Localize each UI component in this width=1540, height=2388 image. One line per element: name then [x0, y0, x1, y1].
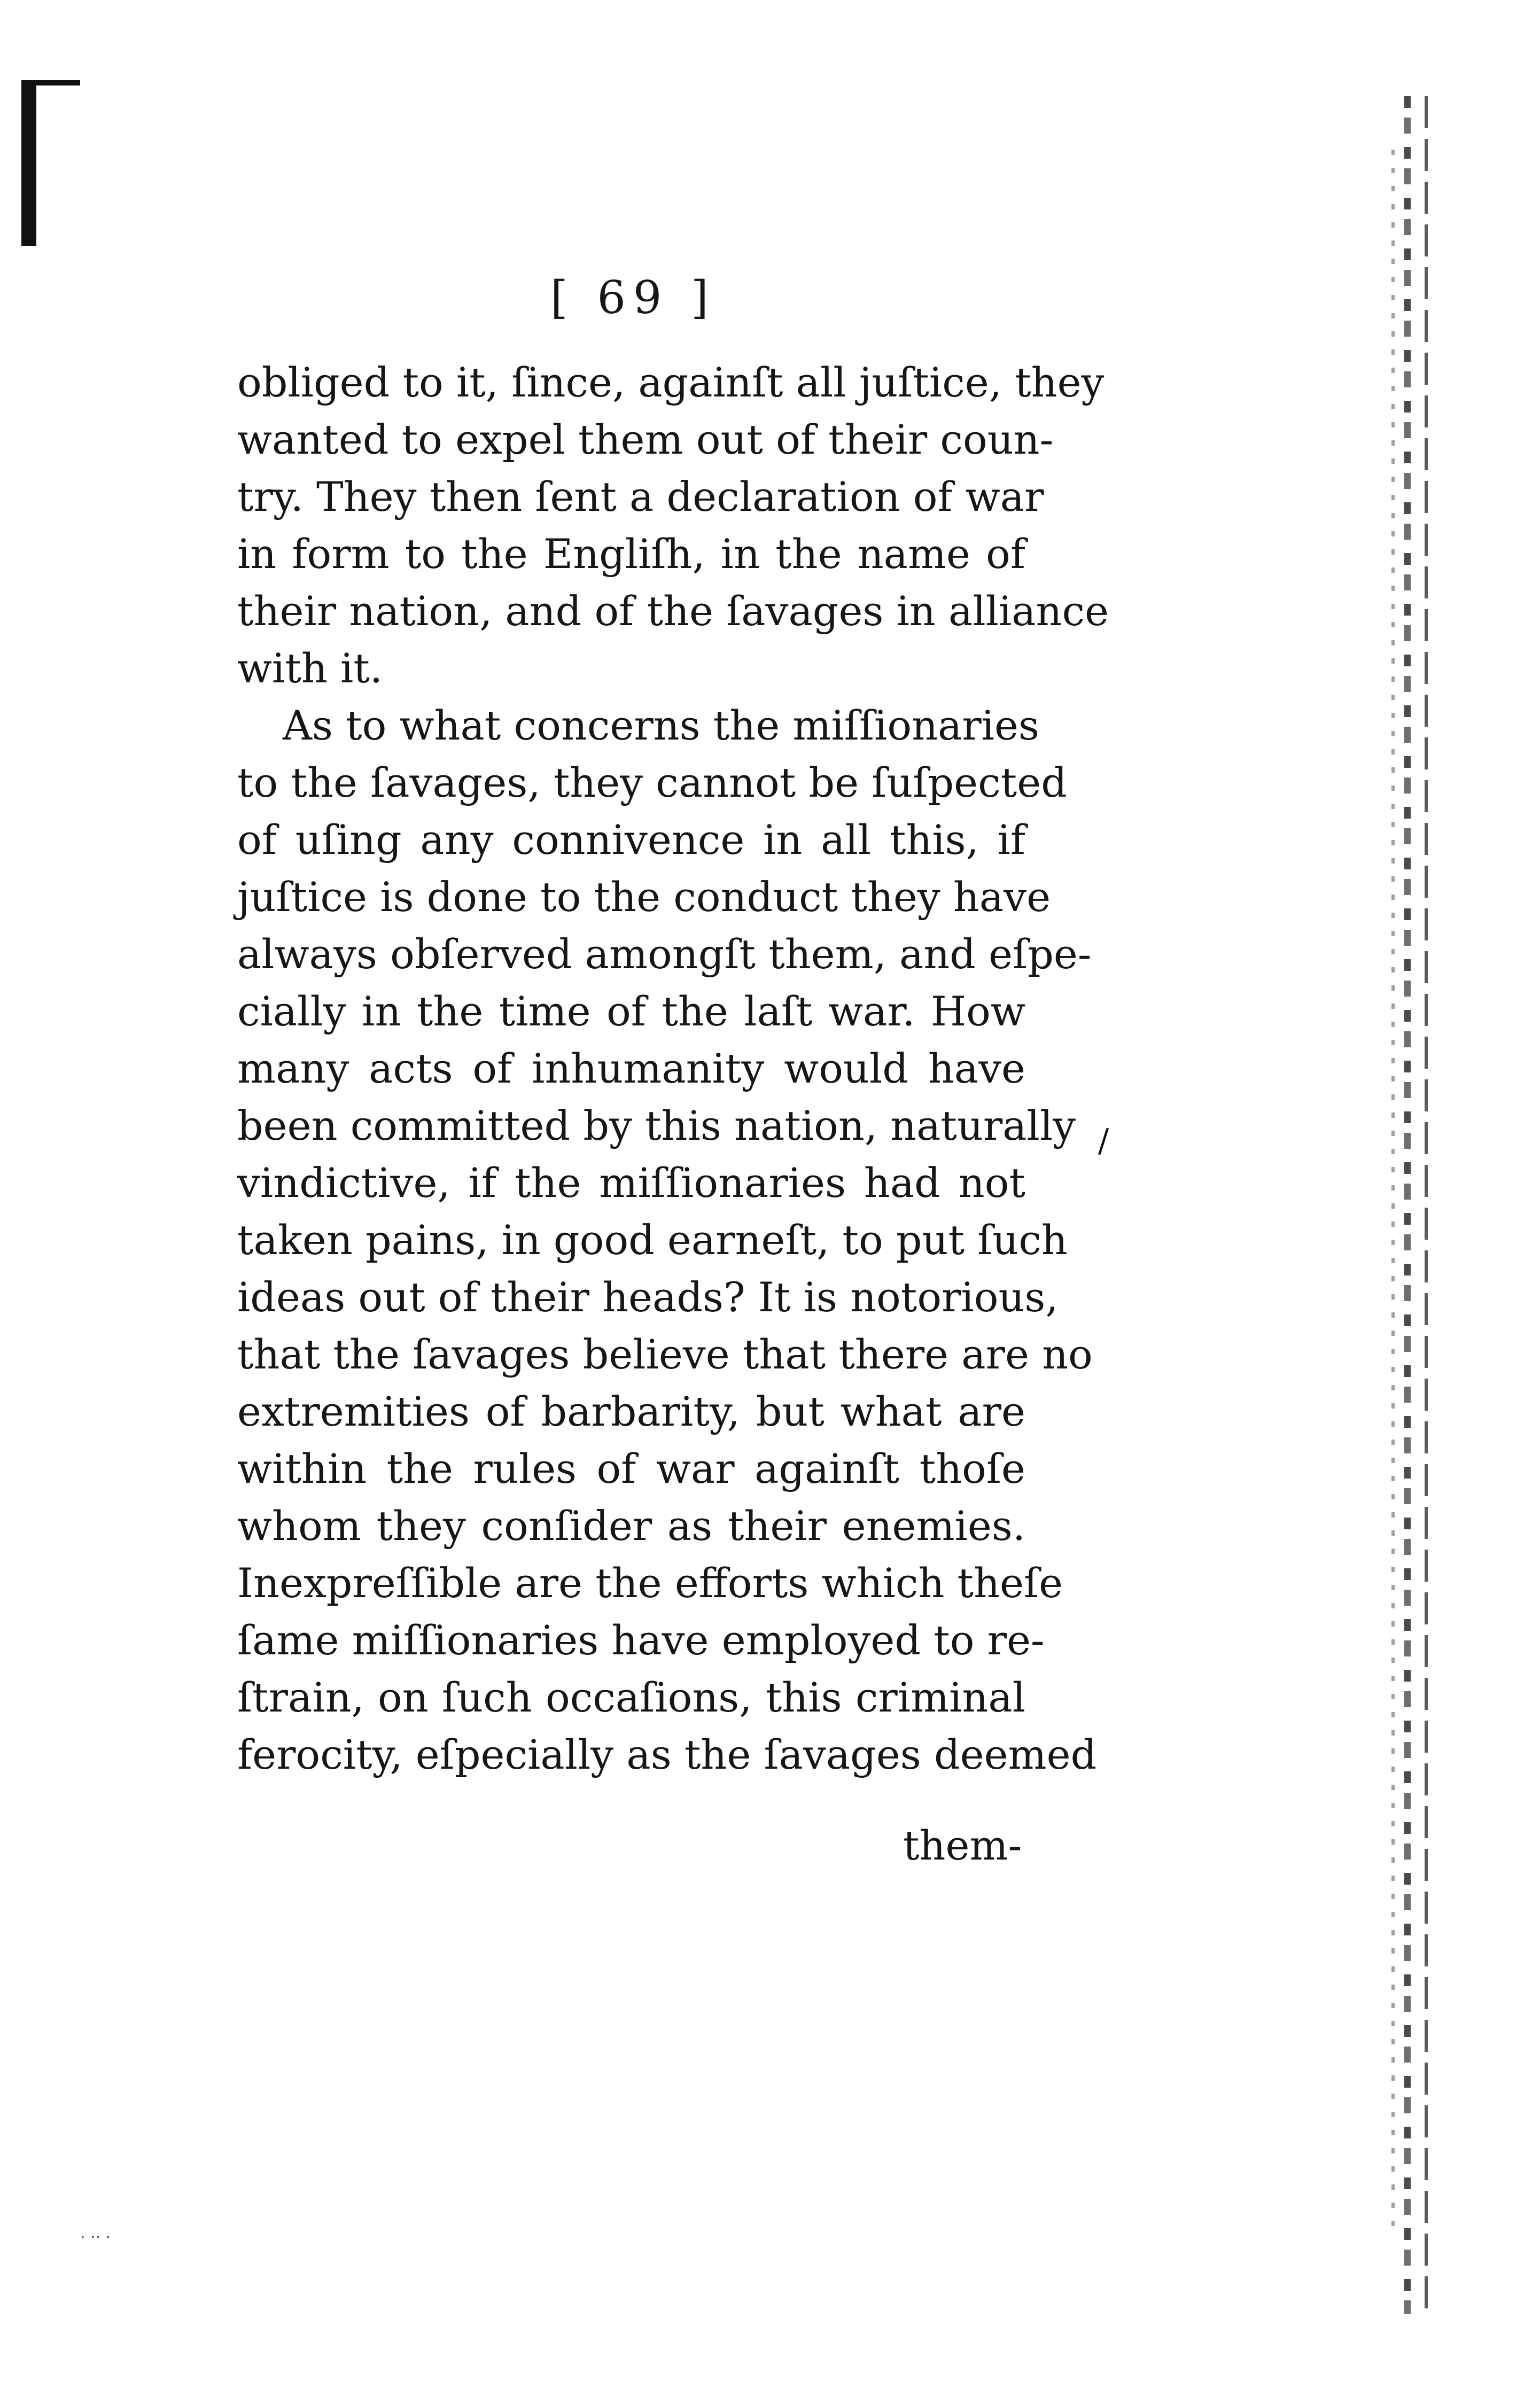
text-line: that the ſavages believe that there are no	[237, 1331, 1093, 1378]
text-line: As to what concerns the miſſionaries	[283, 702, 1039, 749]
text-line: taken pains, in good earneſt, to put ſuch	[237, 1216, 1068, 1264]
text-line: wanted to expel them out of their coun-	[237, 416, 1054, 463]
bracket-horizontal-stroke	[21, 80, 80, 85]
text-line: always obſerved amongſt them, and eſpe-	[237, 930, 1092, 978]
binding-edge-shadow	[1325, 96, 1432, 2314]
text-line: extremities of barbarity, but what are	[237, 1388, 1025, 1435]
text-line: Inexpreſſible are the efforts which theſe	[237, 1559, 1063, 1607]
text-line: many acts of inhumanity would have	[237, 1045, 1025, 1092]
text-line: been committed by this nation, naturally	[237, 1102, 1076, 1149]
binding-edge-band-inner	[1391, 150, 1395, 2234]
text-line: try. They then ſent a declaration of war	[237, 473, 1044, 520]
text-line: ſtrain, on ſuch occaſions, this criminal	[237, 1674, 1025, 1721]
text-line: to the ſavages, they cannot be ſuſpected	[237, 759, 1067, 806]
text-line: ideas out of their heads? It is notorious,	[237, 1273, 1059, 1321]
text-line: whom they conſider as their enemies.	[237, 1502, 1025, 1550]
text-line: juſtice is done to the conduct they have	[237, 873, 1051, 921]
scan-bracket-mark	[21, 80, 80, 246]
text-line: within the rules of war againſt thoſe	[237, 1445, 1025, 1492]
text-line: obliged to it, ſince, againſt all juſtice, they	[237, 359, 1105, 406]
text-line: cially in the time of the laſt war. How	[237, 987, 1025, 1035]
text-line: vindictive, if the miſſionaries had not	[237, 1159, 1025, 1207]
page-number: [ 69 ]	[550, 271, 716, 324]
text-line: of uſing any connivence in all this, if	[237, 816, 1025, 864]
text-line: with it.	[237, 644, 383, 692]
catchword: them-	[903, 1822, 1022, 1869]
margin-mark: ∕	[1098, 1122, 1109, 1160]
paragraph	[237, 697, 1097, 1783]
scan-specks: · ·· ·	[80, 2228, 111, 2247]
bracket-vertical-stroke	[21, 80, 36, 246]
binding-edge-band	[1404, 96, 1411, 2314]
text-line: their nation, and of the ſavages in alliance	[237, 587, 1109, 635]
binding-edge-band-outer	[1425, 96, 1428, 2314]
paragraph	[237, 354, 1109, 697]
text-line: ſame miſſionaries have employed to re-	[237, 1616, 1045, 1664]
text-line: in form to the Engliſh, in the name of	[237, 530, 1025, 578]
text-line: ferocity, eſpecially as the ſavages deemed	[237, 1731, 1097, 1778]
body-text	[237, 354, 1109, 1783]
